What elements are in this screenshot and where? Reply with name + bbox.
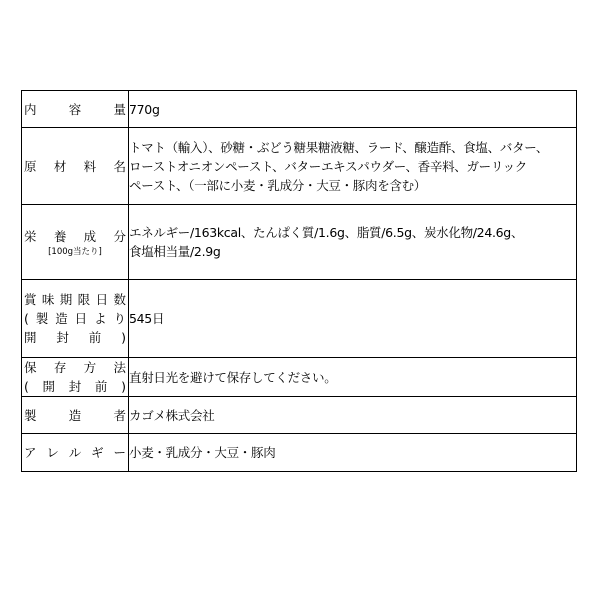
- row-label: [22, 91, 129, 128]
- table-row: [22, 91, 577, 128]
- row-value-line: トマト（輸入）、砂糖・ぶどう糖果糖液糖、ラード、醸造酢、食塩、バター、: [129, 139, 549, 155]
- row-value-line: 食塩相当量/2.9g: [129, 244, 221, 259]
- row-label: [22, 128, 129, 205]
- row-value-line: ローストオニオンペースト、バターエキスパウダー、香辛料、ガーリック: [129, 158, 527, 174]
- row-label-line: 原 材 料 名: [24, 158, 126, 174]
- row-value-line: エネルギー/163kcal、たんぱく質/1.6g、脂質/6.5g、炭水化物/24.6g、: [129, 225, 524, 240]
- row-value-line: 770g: [129, 101, 160, 117]
- row-value: [129, 358, 577, 397]
- row-label: [22, 280, 129, 358]
- row-value-line: ペースト、（一部に小麦・乳成分・大豆・豚肉を含む）: [129, 177, 427, 193]
- row-value-line: カゴメ株式会社: [129, 407, 215, 423]
- table-row: [22, 434, 577, 472]
- table-row: [22, 280, 577, 358]
- product-info-table: [21, 90, 577, 472]
- row-label-line: 内 容 量: [24, 101, 126, 117]
- row-label-line: 賞 味 期 限 日 数: [24, 292, 126, 307]
- row-label: [22, 397, 129, 434]
- row-label-line: ( 開 封 前 ): [24, 379, 126, 394]
- table-row: [22, 397, 577, 434]
- row-sublabel: [100g当たり]: [48, 246, 102, 257]
- row-value-line: 小麦・乳成分・大豆・豚肉: [129, 445, 276, 460]
- row-value-line: 直射日光を避けて保存してください。: [129, 369, 337, 385]
- row-value-line: 545日: [129, 311, 165, 326]
- row-label-line: 保 存 方 法: [24, 360, 126, 375]
- row-value: [129, 397, 577, 434]
- row-value: [129, 434, 577, 472]
- row-label-line: 栄 養 成 分: [24, 228, 126, 244]
- table-row: [22, 128, 577, 205]
- row-label-line: ア レ ル ギ ー: [24, 445, 126, 460]
- row-label: [22, 434, 129, 472]
- row-label-line: 開 封 前 ): [24, 330, 126, 345]
- row-label: [22, 205, 129, 280]
- row-value: [129, 205, 577, 280]
- row-value: [129, 91, 577, 128]
- row-value: [129, 128, 577, 205]
- row-value: [129, 280, 577, 358]
- table-row: [22, 205, 577, 280]
- row-label: [22, 358, 129, 397]
- table-row: [22, 358, 577, 397]
- row-label-line: 製 造 者: [24, 407, 126, 423]
- row-label-line: ( 製 造 日 よ り: [24, 311, 126, 326]
